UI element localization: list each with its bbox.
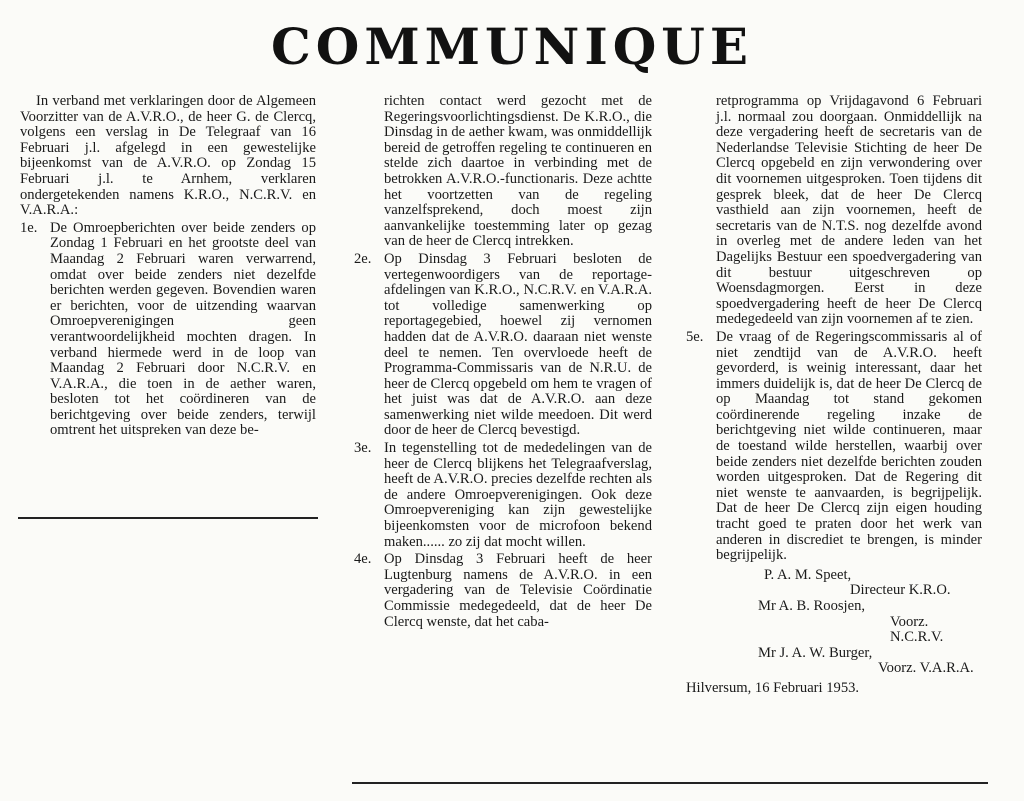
signature-role: Voorz. N.C.R.V. [890,613,944,646]
item-2 [354,252,652,439]
column-3 [686,94,982,697]
item-2-number: 2e. [354,250,372,267]
item-2-text: Op Dinsdag 3 Februari besloten de vertegenwoordigers van de reportage-afdelingen van K.R.O., N.C.R.V. en V.A.R.A. tot volledige samenwerking op reportagegebied, hoewel zij vernomen hadden dat de A.V.R.O. daaraan niet wenste deel te nemen. Ten overvloede heeft de Programma-Commissaris van de N.R.U. de heer de Clercq opgebeld om hem te vragen of het juist was dat de A.V.R.O. aan deze samenwerking niet wilde meedoen. Dit werd door de heer de Clercq bevestigd. [384,250,652,439]
item-1-number: 1e. [20,219,38,236]
item-4 [354,552,652,630]
item-3-number: 3e. [354,440,372,457]
item-3-text: In tegenstelling tot de mededelingen van de heer de Clercq blijkens het Telegraafverslag, heeft de A.V.R.O. precies dezelfde rechten als de andere Omroepverenigingen. Ook deze Omroepvereniging kan zijn gewestelijke bijeenkomsten voor de microfoon bekend maken...... zo zij dat mocht willen. [384,440,652,550]
item-5 [686,330,982,564]
item-1 [20,221,316,439]
item-1-text: De Omroepberichten over beide zenders op Zondag 1 Februari en het grootste deel van Maandag 2 Februari waren verwarrend, omdat over beide zenders niet dezelfde berichten werden gegeven. Bovendien waren er berichten, voor de uitzending waarvan Omroepverenigingen geen verantwoordelijkheid mochten dragen. In verband hiermede werd in de loop van Maandag 2 Februari door N.C.R.V. en V.A.R.A., die toen in de aether waren, besloten tot het coördineren van de berichtgeving over beide zenders, terwijl omtrent het uitspreken van deze be- [50,219,316,439]
column-1 [20,94,316,439]
bottom-rule [352,782,988,784]
signature-name: P. A. M. Speet, [764,566,852,583]
signatures [686,568,982,677]
item-3 [354,441,652,550]
signature-name: Mr J. A. W. Burger, [758,644,873,661]
signature-role: Voorz. V.A.R.A. [878,660,974,677]
item-4-continued-text: retprogramma op Vrijdagavond 6 Februari j.l. normaal zou doorgaan. Onmiddellijk na deze vergadering heeft de secretaris van de Nederlandse Televisie Stichting de heer De Clercq opgebeld en zijn verwondering over dit voornemen uitgesproken. Toen tijdens dit gesprek bleek, dat de heer De Clercq vasthield aan zijn voornemen, heeft de secretaris van de N.T.S. nog dezelfde avond in overleg met de andere leden van het Dagelijks Bestuur een spoedvergadering van dit bestuur uitgeschreven op Woensdagmorgen. Eerst in deze spoedvergadering heeft de heer De Clercq medegedeeld van zijn voornemen af te zien. [716,93,982,328]
signature-name: Mr A. B. Roosjen, [758,598,866,614]
item-5-number: 5e. [686,328,704,345]
place-date: Hilversum, 16 Februari 1953. [686,679,860,696]
item-1-continued-text: richten contact werd gezocht met de Regeringsvoorlichtingsdienst. De K.R.O., die Dinsdag in de aether kwam, was onmiddellijk bereid de getroffen regeling te continueren en stelde zich daartoe in verbinding met de betrokken A.V.R.O.-functionaris. Deze achtte het voortzetten van de regeling vanzelfsprekend, doch moest zijn aanvankelijke toestemming later op gezag van de heer de Clercq intrekken. [384,93,652,250]
column-1-rule [18,517,318,519]
item-1-continued [354,94,652,250]
page-title: COMMUNIQUE [270,17,753,76]
column-2 [354,94,652,630]
item-5-text: De vraag of de Regeringscommissaris al of niet zendtijd van de A.V.R.O. heeft gevorderd, is weinig interessant, daar het immers duidelijk is, dat de heer De Clercq de op Maandag tot stand gekomen coördinerende regeling inzake de berichtgeving niet wilde continueren, maar de toestand wilde herstellen, waarbij over beide zenders niet dezelfde berichten zouden worden uitgesproken. Dat de Regering dit niet wenste te aanvaarden, is begrijpelijk. Dat de heer De Clercq zijn eigen houding tracht goed te praten door het werk van anderen in discrediet te brengen, is minder begrijpelijk. [716,328,982,564]
signature-role: Directeur K.R.O. [850,582,951,599]
item-4-number: 4e. [354,551,372,568]
item-4-text: Op Dinsdag 3 Februari heeft de heer Lugtenburg namens de A.V.R.O. in een vergadering van de Televisie Coördinatie Commissie medegedeeld, dat de heer De Clercq wenste, dat het caba- [384,551,652,630]
intro-paragraph: In verband met verklaringen door de Algemeen Voorzitter van de A.V.R.O., de heer G. de Clercq, volgens een verslag in De Telegraaf van 16 Februari j.l. afgelegd in een gewestelijke bijeenkomst van de A.V.R.O. op Zondag 15 Februari j.l. te Arnhem, verklaren ondergetekenden namens K.R.O., N.C.R.V. en V.A.R.A.: [20,93,316,219]
item-4-continued [686,94,982,328]
